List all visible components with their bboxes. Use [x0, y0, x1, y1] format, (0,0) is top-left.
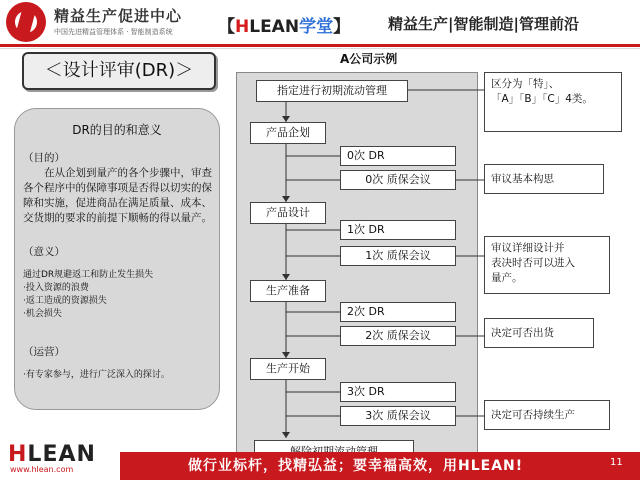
operation-label: （运营） [23, 346, 65, 358]
qa-3-box: 3次 质保会议 [340, 406, 456, 426]
note-line: 表决时否可以进入 [491, 257, 575, 269]
meaning-line: ·返工造成的资源损失 [23, 296, 107, 306]
stage-design-box: 产品设计 [250, 202, 326, 224]
footer-slogan: 做行业标杆，找精弘益；要幸福高效，用HLEAN! [188, 458, 524, 474]
note-continue-production: 决定可否持续生产 [484, 400, 610, 430]
purpose-label: （目的） [23, 152, 65, 164]
dr-3-box: 3次 DR [340, 382, 456, 402]
note-line: 量产。 [491, 272, 523, 284]
chart-title: A公司示例 [340, 52, 398, 66]
purpose-text: 在从企划到量产的各个步骤中，审查各个程序中的保障事项是否得以切实的保障和实施，促进商品在满足质量、成本、交货期的要求的前提下顺畅的得以量产。 [23, 167, 212, 224]
footer-url: www.hlean.com [10, 465, 74, 474]
qa-0-box: 0次 质保会议 [340, 170, 456, 190]
note-detailed-design [484, 236, 610, 294]
stage-preparation-box: 生产准备 [250, 280, 326, 302]
page-number: 11 [610, 457, 623, 468]
operation-text: ·有专家参与，进行广泛深入的探讨。 [23, 370, 170, 380]
meaning-line: ·机会损失 [23, 309, 62, 319]
note-line: 区分为「特」、 [491, 78, 560, 90]
hlean-xuetang-label: 【HLEAN学堂】 [218, 17, 351, 37]
brand-subtitle: 中国先进精益管理体系 · 智能制造系统 [54, 28, 173, 36]
meaning-line: ·投入资源的浪费 [23, 283, 89, 293]
header-slogan: 精益生产|智能制造|管理前沿 [388, 15, 579, 33]
footer-logo: HLEAN [8, 442, 96, 467]
note-classification [484, 72, 622, 132]
qa-1-box: 1次 质保会议 [340, 246, 456, 266]
note-basic-concept: 审议基本构思 [484, 164, 604, 194]
dr-2-box: 2次 DR [340, 302, 456, 322]
note-line: 审议详细设计并 [491, 242, 565, 254]
note-shipment: 决定可否出货 [484, 318, 594, 348]
dr-1-box: 1次 DR [340, 220, 456, 240]
flow-start-box: 指定进行初期流动管理 [256, 80, 408, 102]
stage-planning-box: 产品企划 [250, 122, 326, 144]
brand-title: 精益生产促进中心 [54, 7, 183, 25]
meaning-label: （意义） [23, 246, 65, 258]
dr-0-box: 0次 DR [340, 146, 456, 166]
qa-2-box: 2次 质保会议 [340, 326, 456, 346]
note-line: 「A」「B」「C」4类。 [491, 93, 593, 105]
meaning-line: 通过DR规避返工和防止发生损失 [23, 270, 154, 280]
slide-title: ＜设计评审(DR)＞ [22, 52, 216, 90]
stage-start-box: 生产开始 [250, 358, 326, 380]
info-heading: DR的目的和意义 [72, 123, 162, 137]
